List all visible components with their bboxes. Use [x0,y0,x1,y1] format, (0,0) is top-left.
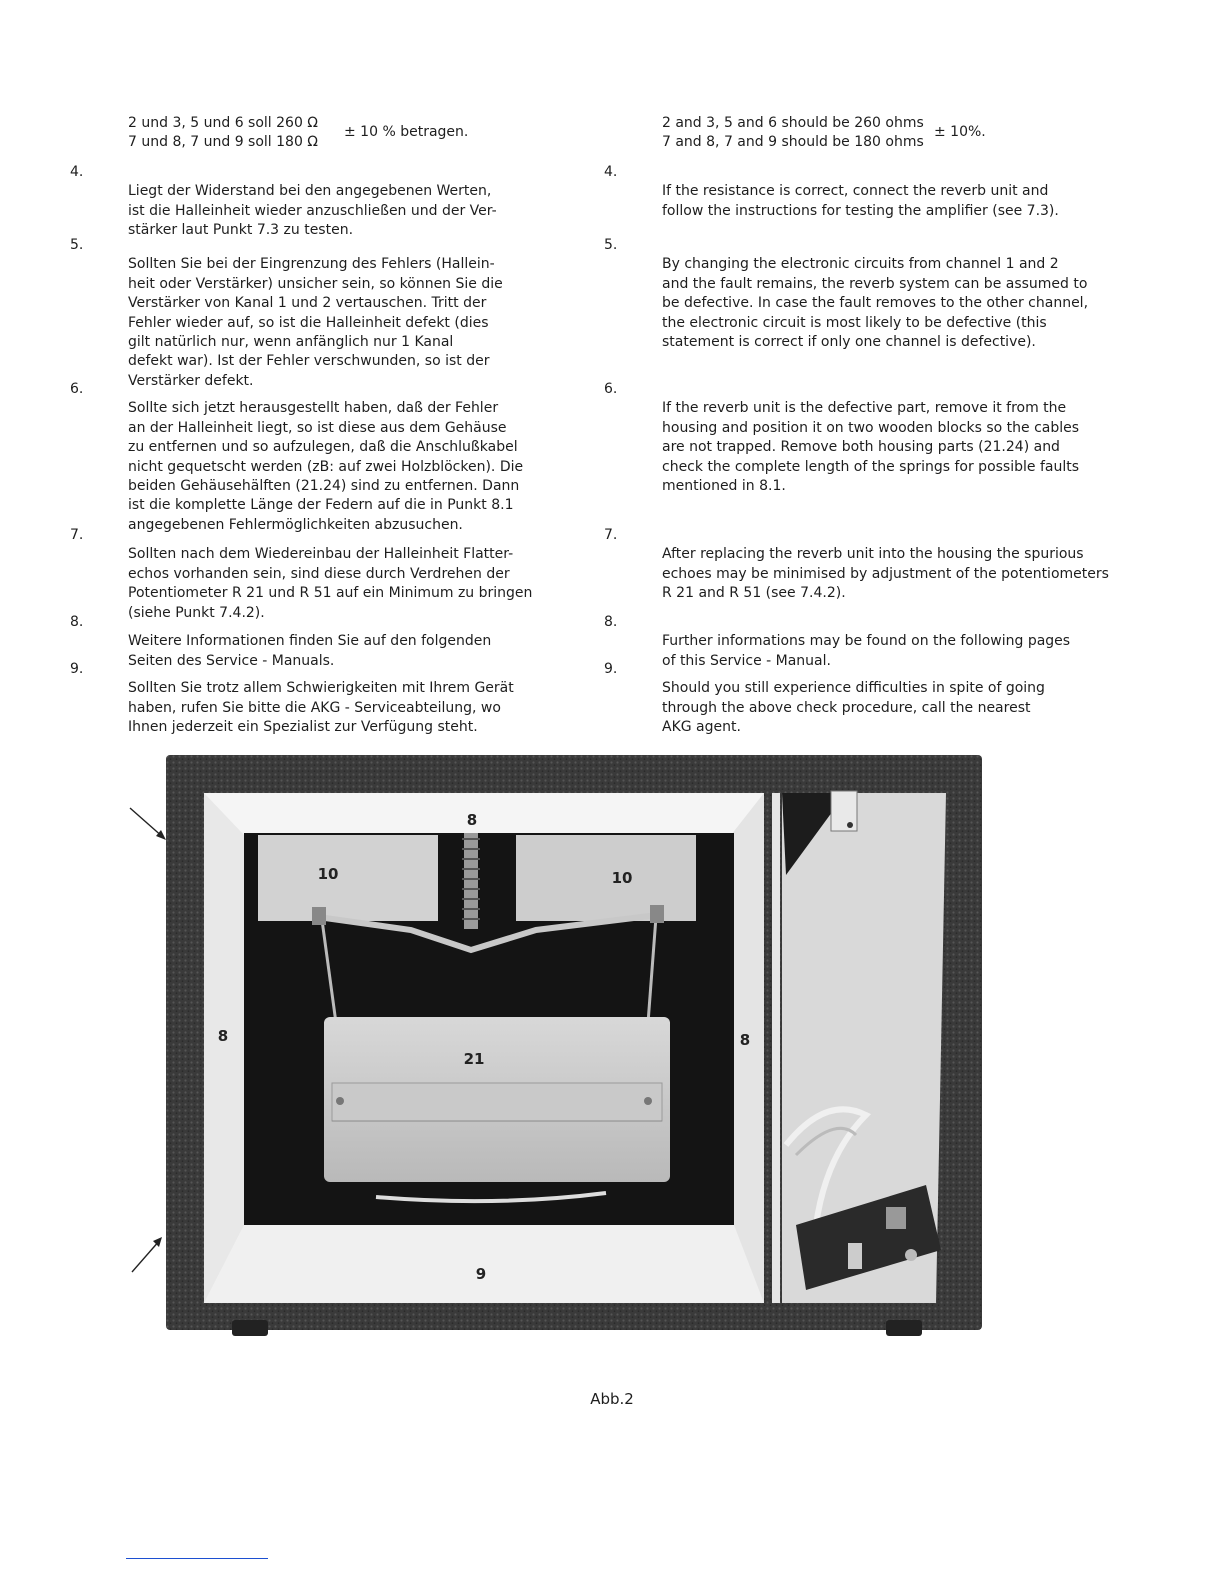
item-number: 8. [70,614,84,630]
english-tolerance: ± 10%. [934,124,986,140]
label-side-right: 8 [739,1031,751,1049]
item-text: Should you still experience difficulties in spite of going through the above check procedure, call the nearest AKG agent. [662,680,1045,736]
item-number: 8. [604,614,618,630]
item-text: Liegt der Widerstand bei den angegebenen Werten, ist die Halleinheit wieder anzuschließen und der Ver- stärker laut Punkt 7.3 zu testen. [128,183,497,239]
arrow-top-left [130,808,166,840]
item-text: Sollten nach dem Wiedereinbau der Halleinheit Flatter- echos vorhanden sein, sind diese durch Verdrehen der Potentiometer R 21 und R 51 auf ein Minimum zu bringen (siehe Punkt 7.4.2). [128,546,533,621]
item-number: 9. [604,661,618,677]
divider [772,793,780,1303]
item-text: If the reverb unit is the defective part, remove it from the housing and position it on two wooden blocks so the cables are not trapped. Remove both housing parts (21.24) and check the complete length of the springs for possible faults mentioned in 8.1. [662,400,1080,495]
english-intro-line-2: 7 and 8, 7 and 9 should be 180 ohms [662,134,924,151]
arrow-bottom-left [132,1237,162,1272]
suspension-spring [462,833,480,929]
label-reverb-unit: 21 [463,1050,485,1068]
label-block-right: 10 [611,869,633,887]
item-text: By changing the electronic circuits from channel 1 and 2 and the fault remains, the reverb system can be assumed to be defective. In case the fault removes to the other channel, the electronic circuit is most likely to be defective (this statement is correct if only one channel is defective). [662,256,1089,351]
item-number: 6. [70,381,84,397]
item-text: If the resistance is correct, connect the reverb unit and follow the instructions for testing the amplifier (see 7.3). [662,183,1059,219]
item-text: Sollten Sie trotz allem Schwierigkeiten mit Ihrem Gerät haben, rufen Sie bitte die AKG - Serviceabteilung, wo Ihnen jederzeit ein Spezialist zur Verfügung steht. [128,680,514,736]
label-top: 8 [466,811,478,829]
item-text: After replacing the reverb unit into the housing the spurious echoes may be minimised by adjustment of the potentiometers R 21 and R 51 (see 7.4.2). [662,546,1109,602]
item-number: 7. [70,527,84,543]
item-number: 5. [70,237,84,253]
housing-foot-left [232,1320,268,1336]
footer-rule [126,1558,268,1559]
reverb-unit-photo [166,755,982,1340]
item-text: Further informations may be found on the following pages of this Service - Manual. [662,633,1071,669]
german-tolerance: ± 10 % betragen. [344,124,469,140]
item-number: 7. [604,527,618,543]
item-number: 5. [604,237,618,253]
item-number: 4. [70,164,84,180]
item-text: Weitere Informationen finden Sie auf den folgenden Seiten des Service - Manuals. [128,633,492,669]
item-text: Sollte sich jetzt herausgestellt haben, daß der Fehler an der Halleinheit liegt, so ist diese aus dem Gehäuse zu entfernen und so aufzulegen, daß die Anschlußkabel nicht gequetscht werden (zB: auf zwei Holzblöcken). Die beiden Gehäusehälften (21.24) sind zu entfernen. Dann ist die komplette Länge der Federn auf die in Punkt 8.1 angegebenen Fehlermöglichkeiten abzusuchen. [128,400,524,533]
item-number: 4. [604,164,618,180]
label-bottom: 9 [475,1265,487,1283]
german-intro-line-1: 2 und 3, 5 und 6 soll 260 Ω [128,115,319,131]
block-right [516,835,696,921]
figure-caption: Abb.2 [590,1390,634,1408]
item-number: 9. [70,661,84,677]
connector-bracket [831,791,857,831]
bottom-padding [204,1225,764,1303]
item-number: 6. [604,381,618,397]
label-block-left: 10 [317,865,339,883]
item-text: Sollten Sie bei der Eingrenzung des Fehlers (Hallein- heit oder Verstärker) unsicher sein, so können Sie die Verstärker von Kanal 1 und 2 vertauschen. Tritt der Fehler wieder auf, so ist die Halleinheit defekt (dies gilt natürlich nur, wenn anfänglich nur 1 Kanal defekt war). Ist der Fehler verschwunden, so ist der Verstärker defekt. [128,256,503,389]
housing-foot-right [886,1320,922,1336]
label-side-left: 8 [217,1027,229,1045]
english-intro-line-1: 2 and 3, 5 and 6 should be 260 ohms [662,115,924,131]
german-intro-line-2: 7 und 8, 7 und 9 soll 180 Ω [128,134,319,151]
block-left [258,835,438,921]
